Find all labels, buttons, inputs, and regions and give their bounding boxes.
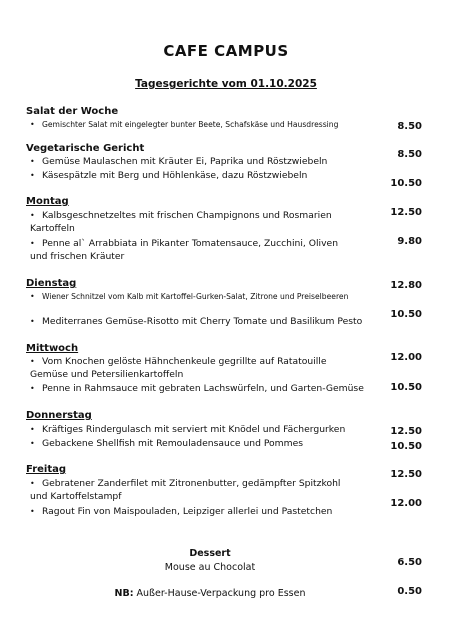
dish-text: Mediterranes Gemüse-Risotto mit Cherry Tomate und Basilikum Pesto	[42, 316, 363, 327]
dish-price: 9.80	[397, 236, 422, 247]
bullet-icon: •	[30, 439, 35, 448]
dish-item	[30, 478, 360, 503]
packaging-note	[30, 588, 390, 599]
bullet-icon: •	[30, 317, 35, 326]
section-heading-dienstag: Dienstag	[26, 278, 77, 289]
note-text: Außer-Hause-Verpackung pro Essen	[136, 588, 306, 599]
menu-date-subtitle: Tagesgerichte vom 01.10.2025	[135, 78, 317, 90]
dish-item	[30, 438, 365, 451]
dish-item	[30, 316, 365, 329]
section-heading-freitag: Freitag	[26, 464, 67, 475]
dish-price: 12.80	[390, 280, 422, 291]
bullet-icon: •	[30, 292, 35, 301]
note-label: NB:	[114, 588, 134, 599]
dish-price: 8.50	[397, 149, 422, 160]
section-heading-salat: Salat der Woche	[26, 106, 119, 117]
dish-text: Käsespätzle mit Berg und Höhlenkäse, dazu Röstzwiebeln	[42, 170, 308, 181]
bullet-icon: •	[30, 384, 35, 393]
dish-item	[30, 356, 355, 381]
dish-text: Ragout Fin von Maispouladen, Leipziger allerlei und Pastetchen	[42, 506, 333, 517]
bullet-icon: •	[30, 171, 35, 180]
bullet-icon: •	[30, 479, 35, 488]
dessert-price: 6.50	[397, 557, 422, 568]
dish-text: Gemischter Salat mit eingelegter bunter Beete, Schafskäse und Hausdressing	[42, 120, 339, 129]
packaging-price: 0.50	[397, 586, 422, 597]
dish-text: Gemüse Maulaschen mit Kräuter Ei, Paprika und Röstzwiebeln	[42, 156, 328, 167]
dish-text: Penne al` Arrabbiata in Pikanter Tomatensauce, Zucchini, Oliven und frischen Kräuter	[30, 238, 339, 262]
bullet-icon: •	[30, 157, 35, 166]
dish-price: 12.00	[390, 352, 422, 363]
dish-price: 10.50	[390, 382, 422, 393]
dish-item	[30, 238, 355, 263]
page-title: CAFE CAMPUS	[163, 42, 289, 60]
section-heading-montag: Montag	[26, 196, 69, 207]
dish-item	[30, 424, 365, 437]
dish-price: 12.50	[390, 469, 422, 480]
dish-text: Vom Knochen gelöste Hähnchenkeule gegrillte auf Ratatouille Gemüse und Petersilienkartoffeln	[30, 356, 327, 380]
dish-text: Wiener Schnitzel vom Kalb mit Kartoffel-Gurken-Salat, Zitrone und Preiselbeeren	[42, 292, 349, 301]
dish-item	[30, 291, 360, 302]
dish-item	[30, 210, 355, 235]
dessert-heading: Dessert	[189, 548, 231, 559]
dish-item	[30, 383, 365, 396]
section-heading-mittwoch: Mittwoch	[26, 343, 79, 354]
dish-text: Kalbsgeschnetzeltes mit frischen Champignons und Rosmarien Kartoffeln	[30, 210, 332, 234]
dish-price: 10.50	[390, 441, 422, 452]
dish-price: 12.00	[390, 498, 422, 509]
dish-item	[30, 506, 365, 519]
dish-price: 12.50	[390, 207, 422, 218]
bullet-icon: •	[30, 425, 35, 434]
dessert-item: Mouse au Chocolat	[164, 562, 256, 573]
bullet-icon: •	[30, 120, 35, 129]
bullet-icon: •	[30, 239, 35, 248]
dish-price: 12.50	[390, 426, 422, 437]
dish-text: Gebackene Shellfish mit Remouladensauce und Pommes	[42, 438, 304, 449]
section-heading-vegetarisch: Vegetarische Gericht	[26, 143, 145, 154]
dish-text: Gebratener Zanderfilet mit Zitronenbutter, gedämpfter Spitzkohl und Kartoffelstampf	[30, 478, 341, 502]
dish-item	[30, 170, 365, 183]
bullet-icon: •	[30, 507, 35, 516]
dish-item	[30, 156, 365, 169]
dish-price: 10.50	[390, 309, 422, 320]
dish-text: Penne in Rahmsauce mit gebraten Lachswürfeln, und Garten-Gemüse	[42, 383, 364, 394]
dish-item	[30, 119, 390, 130]
section-heading-donnerstag: Donnerstag	[26, 410, 92, 421]
bullet-icon: •	[30, 357, 35, 366]
dish-price: 8.50	[397, 121, 422, 132]
bullet-icon: •	[30, 211, 35, 220]
dish-text: Kräftiges Rindergulasch mit serviert mit Knödel und Fächergurken	[42, 424, 346, 435]
dish-price: 10.50	[390, 178, 422, 189]
